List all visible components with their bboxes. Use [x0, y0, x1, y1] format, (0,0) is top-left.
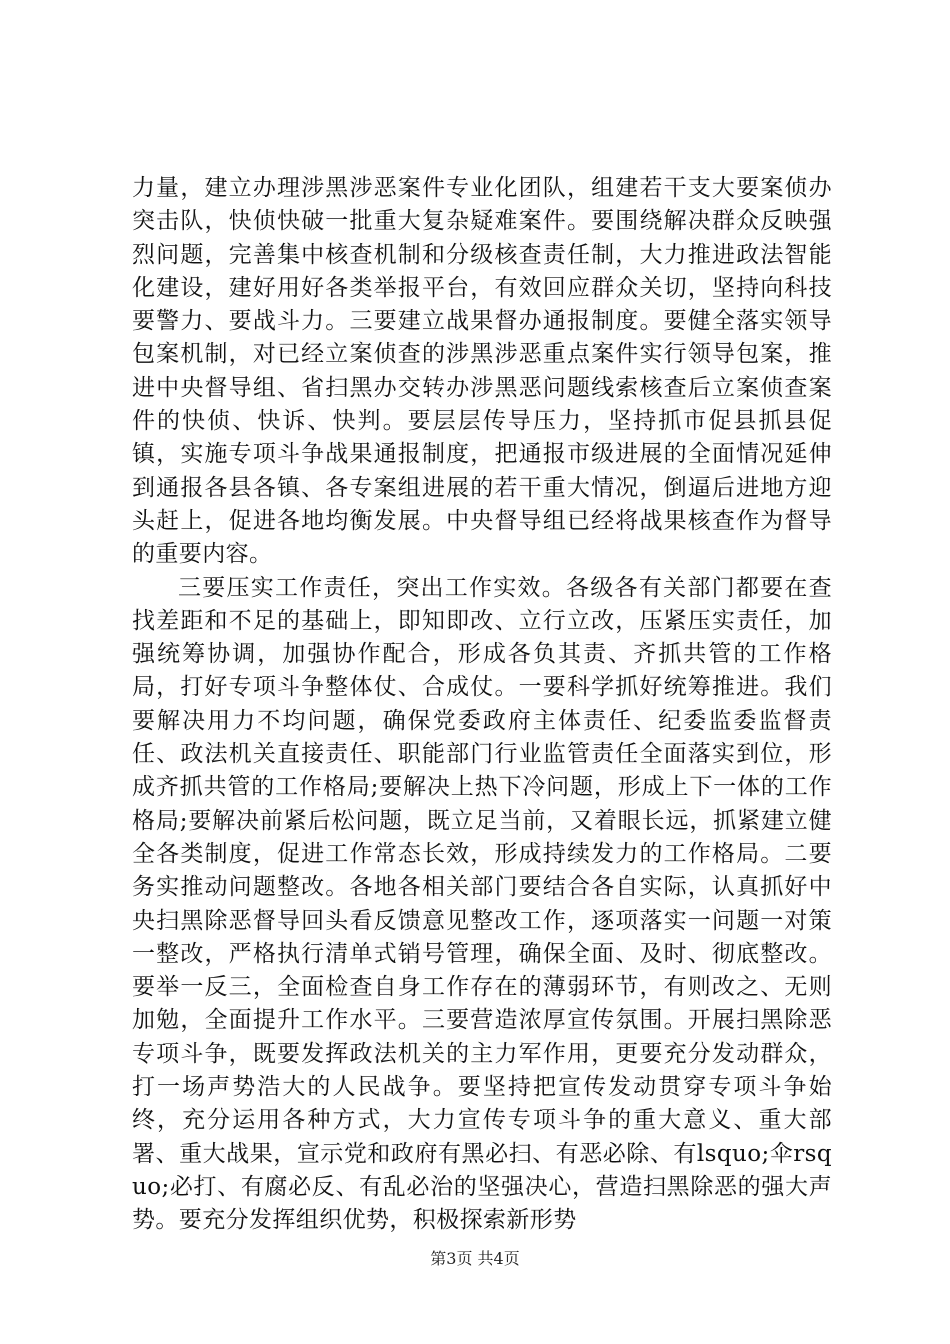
body-text [132, 172, 832, 1238]
paragraph-work-responsibility: 三要压实工作责任，突出工作实效。各级各有关部门都要在查找差距和不足的基础上，即知即改、立行立改，压紧压实责任，加强统筹协调，加强协作配合，形成各负其责、齐抓共管的工作格局，打好专项斗争整体仗、合成仗。一要科学抓好统筹推进。我们要解决用力不均问题，确保党委政府主体责任、纪委监委监督责任、政法机关直接责任、职能部门行业监管责任全面落实到位，形成齐抓共管的工作格局;要解决上热下冷问题，形成上下一体的工作格局;要解决前紧后松问题，既立足当前，又着眼长远，抓紧建立健全各类制度，促进工作常态长效，形成持续发力的工作格局。二要务实推动问题整改。各地各相关部门要结合各自实际，认真抓好中央扫黑除恶督导回头看反馈意见整改工作，逐项落实一问题一对策一整改，严格执行清单式销号管理，确保全面、及时、彻底整改。要举一反三，全面检查自身工作存在的薄弱环节，有则改之、无则加勉，全面提升工作水平。三要营造浓厚宣传氛围。开展扫黑除恶专项斗争，既要发挥政法机关的主力军作用，更要充分发动群众，打一场声势浩大的人民战争。要坚持把宣传发动贯穿专项斗争始终，充分运用各种方式，大力宣传专项斗争的重大意义、重大部署、重大战果，宣示党和政府有黑必扫、有恶必除、有lsquo;伞rsquo;必打、有腐必反、有乱必治的坚强决心，营造扫黑除恶的强大声势。要充分发挥组织优势，积极探索新形势 [132, 574, 832, 1234]
page-footer: 第3页 共4页 [430, 1249, 520, 1268]
paragraph-continuation: 力量，建立办理涉黑涉恶案件专业化团队，组建若干支大要案侦办突击队，快侦快破一批重大复杂疑难案件。要围绕解决群众反映强烈问题，完善集中核查机制和分级核查责任制，大力推进政法智能化建设，建好用好各类举报平台，有效回应群众关切，坚持向科技要警力、要战斗力。三要建立战果督办通报制度。要健全落实领导包案机制，对已经立案侦查的涉黑涉恶重点案件实行领导包案，推进中央督导组、省扫黑办交转办涉黑恶问题线索核查后立案侦查案件的快侦、快诉、快判。要层层传导压力，坚持抓市促县抓县促镇，实施专项斗争战果通报制度，把通报市级进展的全面情况延伸到通报各县各镇、各专案组进展的若干重大情况，倒逼后进地方迎头赶上，促进各地均衡发展。中央督导组已经将战果核查作为督导的重要内容。 [132, 175, 832, 568]
